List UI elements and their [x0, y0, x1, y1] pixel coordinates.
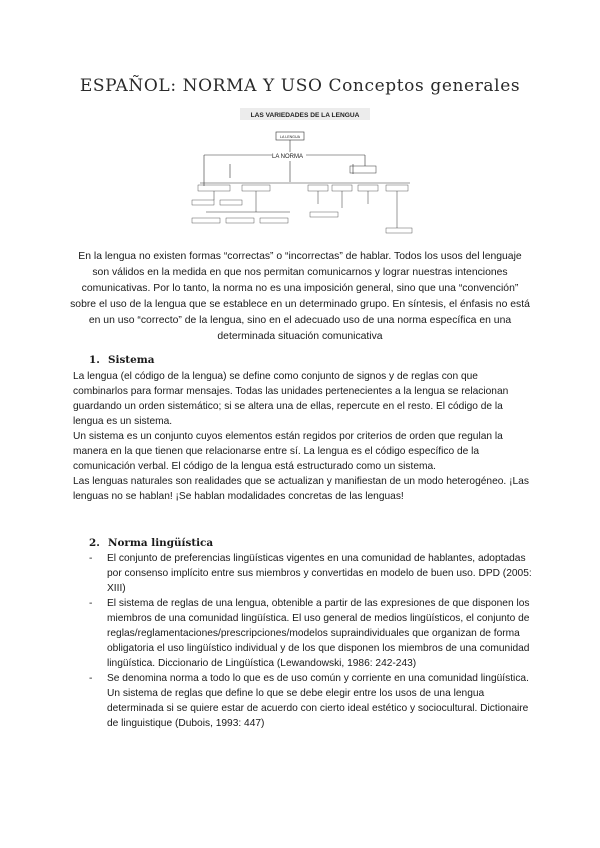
- section-1-title: Sistema: [108, 354, 155, 366]
- list-item-text: Se denomina norma a todo lo que es de uso común y corriente en una comunidad lingüística. Un sistema de reglas que define lo que se debe elegir entre los usos de una lengua determinada si se quiere estar de acuerdo con cierto ideal estético y sociocultural. Dictionaire de linguistique (Dubois, 1993: 447): [107, 673, 529, 729]
- intro-paragraph: En la lengua no existen formas “correctas” o “incorrectas” de hablar. Todos los usos del lenguaje son válidos en la medida en que nos permitan comunicarnos y lograr nuestras intenciones comunicativas. Por lo tanto, la norma no es una imposición general, sino que una “convención” sobre el uso de la lengua que se establece en un determinado grupo. En síntesis, el énfasis no está en un uso “correcto” de la lengua, sino en el adecuado uso de una norma específica en una determinada situación comunicativa: [70, 251, 530, 342]
- section-1-heading: [89, 354, 154, 366]
- section-2-list: [89, 551, 533, 731]
- page-title: ESPAÑOL: NORMA Y USO Conceptos generales: [79, 76, 521, 96]
- list-item-text: El conjunto de preferencias lingüísticas vigentes en una comunidad de hablantes, adoptadas por consenso implícito entre sus miembros y convertidas en modelo de buen uso. DPD (2005: XIII): [107, 553, 532, 594]
- section-1-paragraph: La lengua (el código de la lengua) se define como conjunto de signos y de reglas con que combinarlos para formar mensajes. Todas las unidades pertenecientes a la lengua se relacionan guardando un orden sistemático; si se altera una de ellas, repercute en el resto. El código de la lengua es un sistema.: [73, 371, 509, 427]
- list-item-text: El sistema de reglas de una lengua, obtenible a partir de las expresiones de que disponen los miembros de una comunidad lingüística. El uso general de medios lingüísticos, el conjunto de reglas/reglamentaciones/prescripciones/modelos supraindividuales que organizan de forma obligatoria el uso lingüístico individual y de los que disponen los miembros de una comunidad lingüística. Diccionario de Lingüística (Lewandowski, 1986: 242-243): [107, 598, 530, 669]
- section-1-number: 1.: [89, 354, 100, 366]
- diagram-heading: LAS VARIEDADES DE LA LENGUA: [250, 112, 360, 119]
- list-item: - El conjunto de preferencias lingüísticas vigentes en una comunidad de hablantes, adoptadas por consenso implícito entre sus miembros y convertidas en modelo de buen uso. DPD (2005: XIII): [89, 553, 532, 594]
- section-1-paragraph: Un sistema es un conjunto cuyos elementos están regidos por criterios de orden que regulan la manera en la que tienen que relacionarse entre sí. La lengua es el código específico de la comunicación verbal. El código de la lengua está estructurado como un sistema.: [73, 431, 503, 472]
- section-2-heading: [89, 537, 213, 549]
- section-1-paragraph: Las lenguas naturales son realidades que se actualizan y manifiestan de un modo heterogéneo. ¡Las lenguas no se hablan! ¡Se hablan modalidades concretas de las lenguas!: [73, 476, 529, 502]
- list-item: - El sistema de reglas de una lengua, obtenible a partir de las expresiones de que disponen los miembros de una comunidad lingüística. El uso general de medios lingüísticos, el conjunto de reglas/reglamentaciones/prescripciones/modelos supraindividuales que organizan de forma obligatoria el uso lingüístico individual y de los que disponen los miembros de una comunidad lingüística. Diccionario de Lingüística (Lewandowski, 1986: 242-243): [89, 598, 530, 669]
- section-2-title: Norma lingüística: [108, 537, 214, 549]
- varieties-diagram: [190, 108, 420, 240]
- diagram-top-label: LA LENGUA: [280, 135, 300, 139]
- diagram-norm-label: LA NORMA: [272, 154, 304, 160]
- list-item: - Se denomina norma a todo lo que es de uso común y corriente en una comunidad lingüística. Un sistema de reglas que define lo que se debe elegir entre los usos de una lengua determinada si se quiere estar de acuerdo con cierto ideal estético y sociocultural. Dictionaire de linguistique (Dubois, 1993: 447): [89, 673, 529, 729]
- section-1-body: [73, 369, 535, 504]
- section-2-number: 2.: [89, 537, 100, 549]
